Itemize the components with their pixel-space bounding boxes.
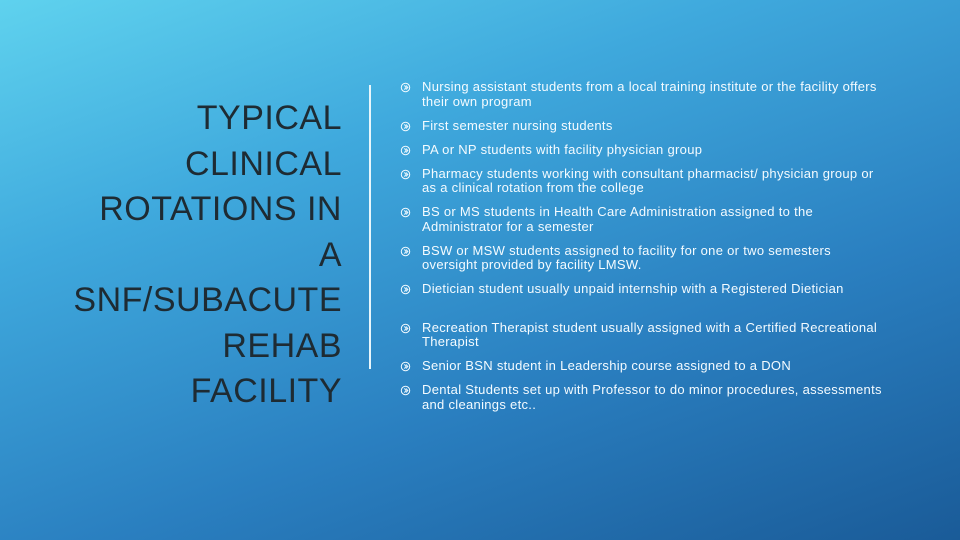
- bullet-text: First semester nursing students: [422, 117, 613, 133]
- title-line: A: [318, 235, 342, 274]
- target-bullet-icon: [400, 145, 411, 156]
- target-bullet-icon: [400, 385, 411, 396]
- target-bullet-icon: [400, 323, 411, 334]
- bullet-item: [400, 205, 890, 244]
- title-line: FACILITY: [190, 372, 342, 410]
- title-line: REHAB: [222, 326, 342, 365]
- bullet-text: Recreation Therapist student usually assigned with a Certified Recreational Therapist: [422, 319, 878, 349]
- title-line: ROTATIONS IN: [99, 190, 342, 228]
- target-bullet-icon: [400, 82, 411, 93]
- bullet-item: [400, 143, 890, 167]
- bullet-item: [400, 167, 890, 206]
- bullet-text: Pharmacy students working with consultant pharmacist/ physician group or as a clinical rotation from the college: [422, 165, 874, 195]
- bullet-text: PA or NP students with facility physician group: [422, 141, 703, 157]
- target-bullet-icon: [400, 361, 411, 372]
- target-bullet-icon: [400, 246, 411, 257]
- bullet-text: Senior BSN student in Leadership course assigned to a DON: [422, 358, 792, 373]
- target-bullet-icon: [400, 121, 411, 132]
- bullet-item: [400, 383, 890, 422]
- bullet-item: [400, 359, 890, 383]
- title-line: TYPICAL: [196, 99, 342, 137]
- bullet-text: Nursing assistant students from a local training institute or the facility offers their own program: [422, 79, 877, 109]
- bullet-item: [400, 80, 890, 119]
- bullet-item: [400, 321, 890, 360]
- bullet-text: BS or MS students in Health Care Administration assigned to the Administrator for a semester: [422, 204, 814, 234]
- bullet-item: [400, 244, 890, 283]
- bullet-item: [400, 119, 890, 143]
- bullet-list: [400, 80, 890, 422]
- bullet-text: Dietician student usually unpaid internship with a Registered Dietician: [422, 281, 844, 296]
- title-line: CLINICAL: [184, 144, 342, 183]
- bullet-text: BSW or MSW students assigned to facility for one or two semesters oversight provided by facility LMSW.: [422, 242, 831, 272]
- bullet-text: Dental Students set up with Professor to do minor procedures, assessments and cleanings etc..: [422, 382, 882, 412]
- target-bullet-icon: [400, 207, 411, 218]
- title-line: SNF/SUBACUTE: [73, 281, 342, 319]
- bullet-item: [400, 282, 890, 321]
- vertical-divider: [369, 85, 371, 369]
- target-bullet-icon: [400, 169, 411, 180]
- slide-title: [40, 96, 342, 415]
- target-bullet-icon: [400, 284, 411, 295]
